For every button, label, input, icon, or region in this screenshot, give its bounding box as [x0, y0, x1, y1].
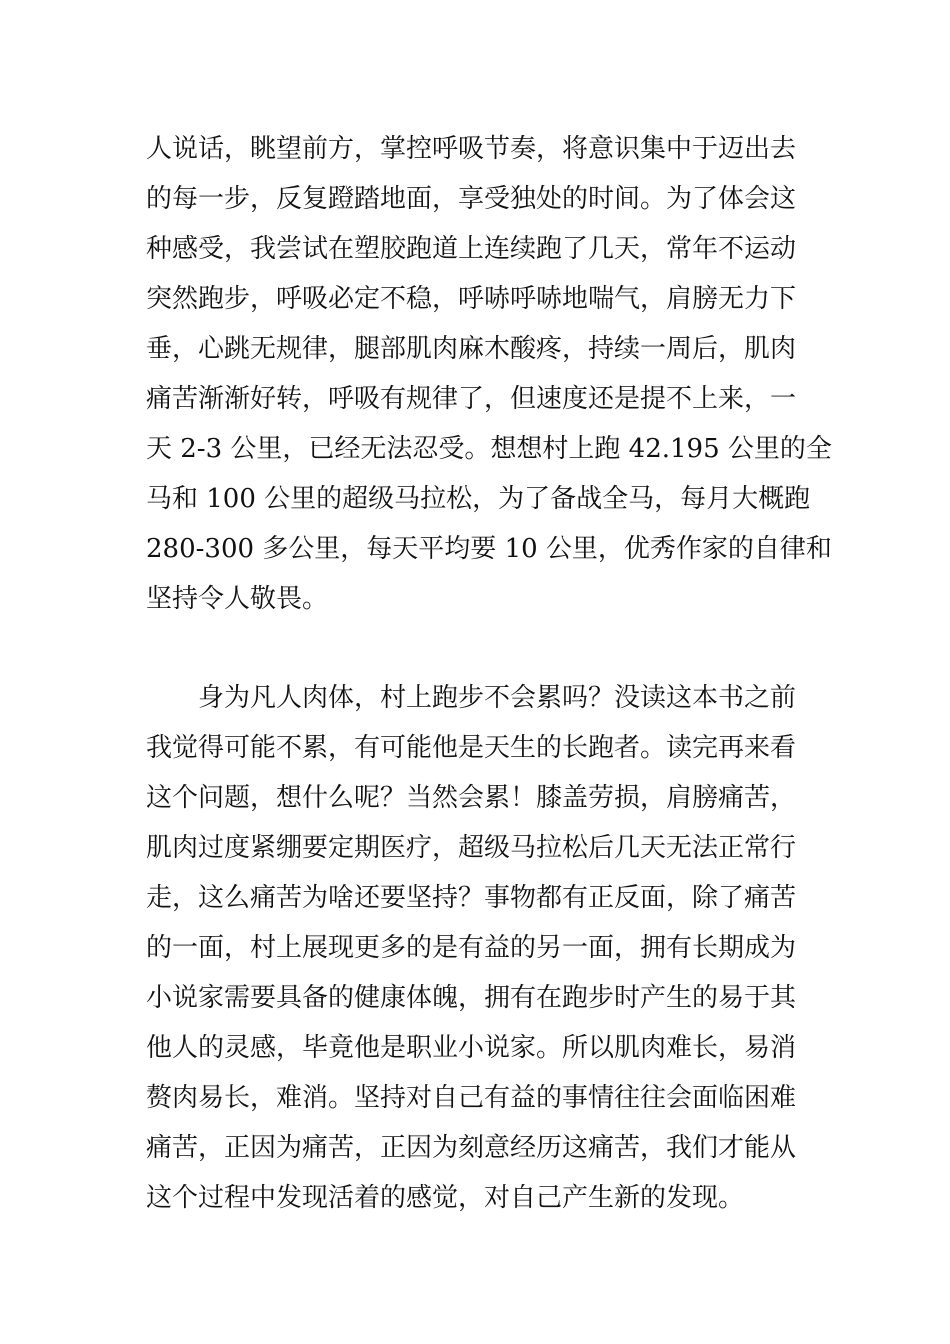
paragraph-1-line-4: 突然跑步，呼吸必定不稳，呼哧呼哧地喘气，肩膀无力下: [146, 284, 797, 314]
paragraph-2-line-5: 走，这么痛苦为啥还要坚持？事物都有正反面，除了痛苦: [146, 883, 797, 913]
paragraph-2-line-1: 身为凡人肉体，村上跑步不会累吗？没读这本书之前: [198, 683, 797, 713]
paragraph-1-line-9: 280-300 多公里，每天平均要 10 公里，优秀作家的自律和: [146, 534, 832, 564]
paragraph-2-line-9: 赘肉易长，难消。坚持对自己有益的事情往往会面临困难: [146, 1083, 797, 1113]
paragraph-1-line-8: 马和 100 公里的超级马拉松，为了备战全马，每月大概跑: [146, 484, 811, 514]
paragraph-2-line-11: 这个过程中发现活着的感觉，对自己产生新的发现。: [146, 1183, 745, 1213]
paragraph-2-line-2: 我觉得可能不累，有可能他是天生的长跑者。读完再来看: [146, 733, 797, 763]
paragraph-1-line-10: 坚持令人敬畏。: [146, 584, 329, 614]
paragraph-1-line-2: 的每一步，反复蹬踏地面，享受独处的时间。为了体会这: [146, 184, 797, 214]
paragraph-2-line-8: 他人的灵感，毕竟他是职业小说家。所以肌肉难长，易消: [146, 1033, 797, 1063]
paragraph-1-line-3: 种感受，我尝试在塑胶跑道上连续跑了几天，常年不运动: [146, 234, 797, 264]
paragraph-2-line-10: 痛苦，正因为痛苦，正因为刻意经历这痛苦，我们才能从: [146, 1133, 797, 1163]
paragraph-2-line-3: 这个问题，想什么呢？当然会累！膝盖劳损，肩膀痛苦，: [146, 783, 797, 813]
paragraph-1-line-1: 人说话，眺望前方，掌控呼吸节奏，将意识集中于迈出去: [146, 134, 797, 164]
paragraph-2-line-4: 肌肉过度紧绷要定期医疗，超级马拉松后几天无法正常行: [146, 833, 797, 863]
paragraph-2-line-6: 的一面，村上展现更多的是有益的另一面，拥有长期成为: [146, 933, 797, 963]
paragraph-1-line-7: 天 2-3 公里，已经无法忍受。想想村上跑 42.195 公里的全: [146, 434, 832, 464]
paragraph-2-line-7: 小说家需要具备的健康体魄，拥有在跑步时产生的易于其: [146, 983, 797, 1013]
paragraph-1-line-5: 垂，心跳无规律，腿部肌肉麻木酸疼，持续一周后，肌肉: [146, 334, 797, 364]
paragraph-1-line-6: 痛苦渐渐好转，呼吸有规律了，但速度还是提不上来，一: [146, 384, 797, 414]
